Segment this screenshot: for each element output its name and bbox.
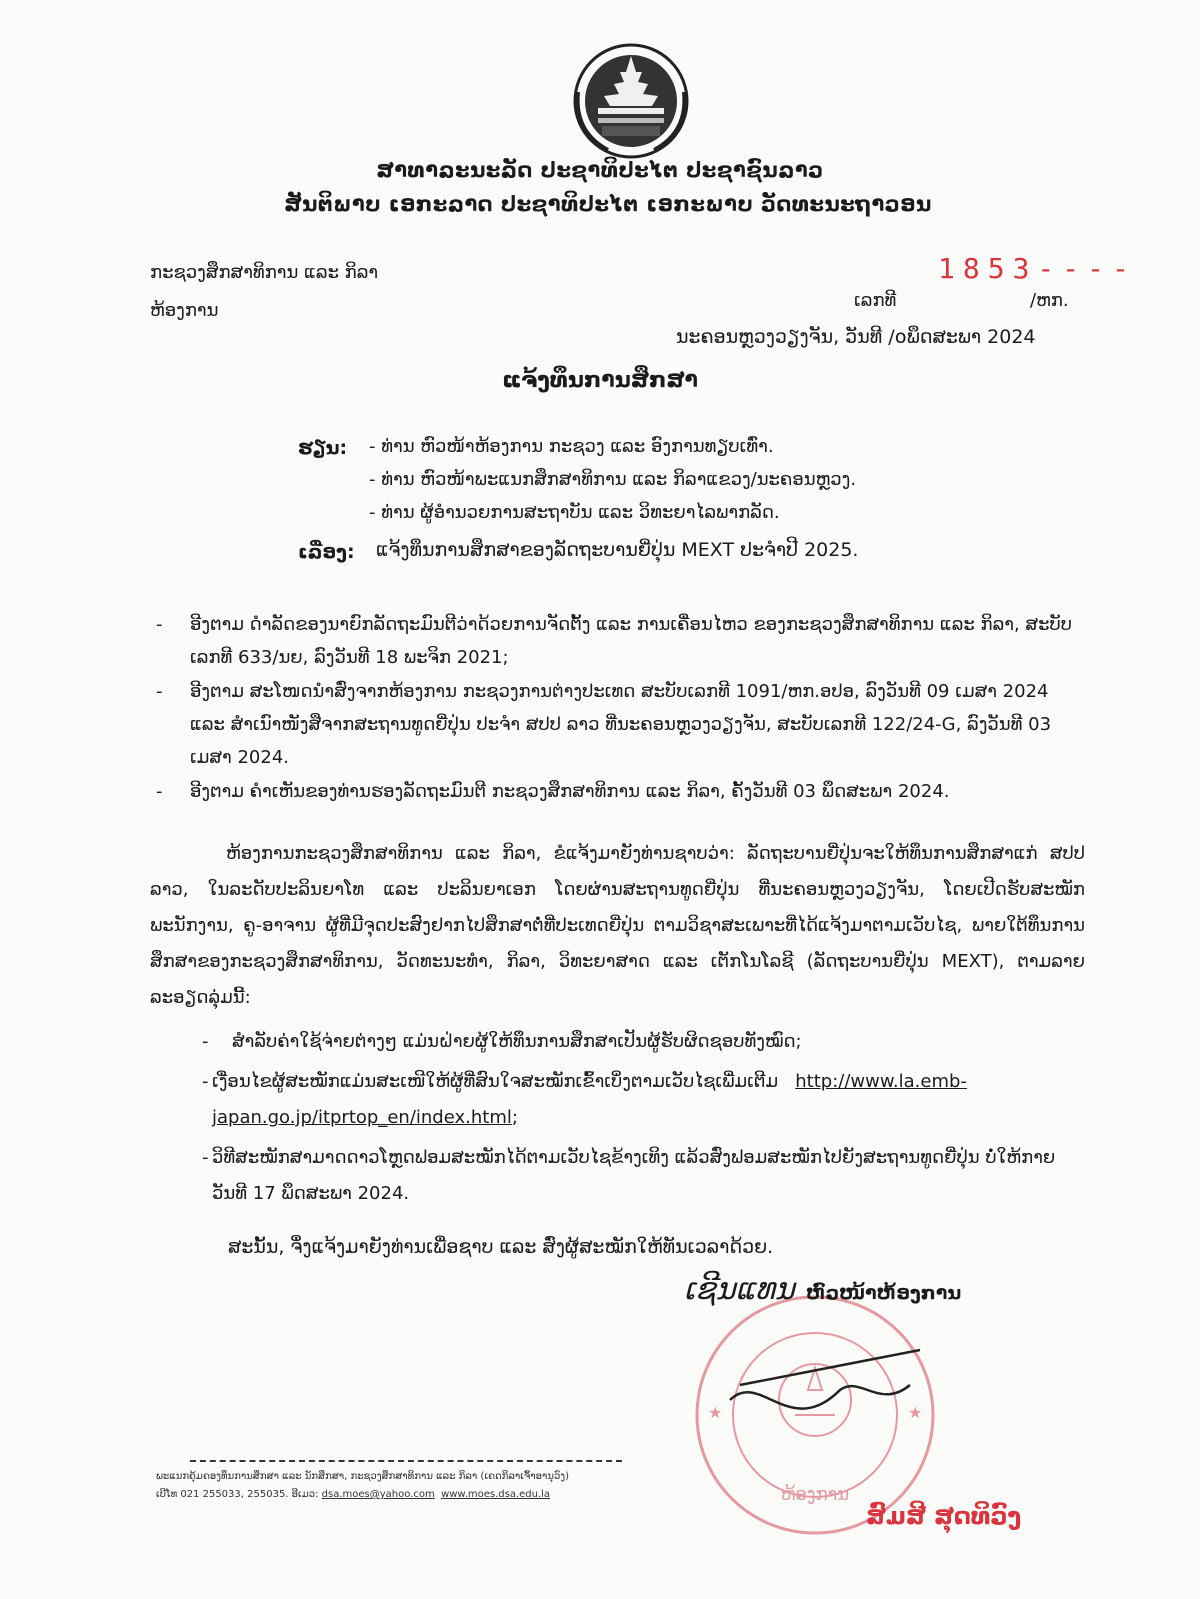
signatory-title: ຫົວໜ້າຫ້ອງການ: [806, 1282, 962, 1304]
document-title: ແຈ້ງທຶນການສຶກສາ: [502, 368, 698, 393]
svg-text:ຫ້ອງການ: ຫ້ອງການ: [780, 1484, 850, 1505]
recipients-label: ຮຽນ:: [298, 437, 348, 459]
detail-item: - ສຳລັບຄ່າໃຊ້ຈ່າຍຕ່າງໆ ແມ່ນຝ່າຍຜູ້ໃຫ້ທຶນການສຶກສາເປັນຜູ້ຮັບຜິດຊອບທັງໝົດ;: [202, 1031, 802, 1052]
footer-divider: [190, 1460, 622, 1462]
footer-office-address: ພະແນກຄຸ້ມຄອງທຶນການສຶກສາ ແລະ ນັກສຶກສາ, ກະຊວງສຶກສາທິການ ແລະ ກິລາ (ເຄດກິລາເຈົ້າອານຸວົງ): [156, 1471, 570, 1482]
reference-item: - ອີງຕາມ ດຳລັດຂອງນາຍົກລັດຖະມົນຕີວ່າດ້ວຍການຈັດຕັ້ງ ແລະ ການເຄື່ອນໄຫວ ຂອງກະຊວງສຶກສາທິການ ແລະ ກິລາ, ສະບັບເລກທີ 633/ນຍ, ລົງວັນທີ 18 ພະຈິກ 2021;: [156, 614, 1072, 668]
handwritten-on-behalf-note: ເຊີນແທນ: [684, 1272, 795, 1307]
stamped-document-number: 1853----: [938, 252, 1137, 285]
national-motto: ສັນຕິພາບ ເອກະລາດ ປະຊາທິປະໄຕ ເອກະພາບ ວັດທະນະຖາວອນ: [284, 192, 932, 216]
recipients-list: [369, 434, 856, 533]
department-name: ຫ້ອງການ: [150, 300, 219, 321]
recipient-item: - ທ່ານ ຫົວໜ້າພະແນກສຶກສາທິການ ແລະ ກິລາແຂວງ/ນະຄອນຫຼວງ.: [369, 469, 857, 490]
ministry-name: ກະຊວງສຶກສາທິການ ແລະ ກິລາ: [150, 262, 379, 283]
detail-item: - ວິທີສະໝັກສາມາດດາວໂຫຼດຟອມສະໝັກໄດ້ຕາມເວັບໄຊຂ້າງເທິງ ແລ້ວສົ່ງຟອມສະໝັກໄປຍັງສະຖານທູດຍີ່ປຸ່ນ ບໍ່ໃຫ້ກາຍ ວັນທີ 17 ພຶດສະພາ 2024.: [202, 1147, 1056, 1204]
national-emblem: [568, 42, 694, 160]
detail-item: - ເງື່ອນໄຂຜູ້ສະໝັກແມ່ນສະເໜີໃຫ້ຜູ້ທີ່ສົນໃຈສະໝັກເຂົ້າເບິ່ງຕາມເວັບໄຊເພີ່ມເຕີມ http://www.la.emb-japan.go.jp/itprtop_en/index.html;: [202, 1071, 967, 1128]
signatory-name: ສົມສີ ສຸດທິວົງ: [866, 1502, 1022, 1530]
footer-email[interactable]: dsa.moes@yahoo.com: [321, 1489, 435, 1500]
number-suffix: /ຫກ.: [1030, 290, 1069, 311]
details-list: [150, 1024, 1085, 1216]
embassy-website-link[interactable]: http://www.la.emb-japan.go.jp/itprtop_en/index.html: [212, 1071, 967, 1128]
subject-text: ແຈ້ງທຶນການສຶກສາຂອງລັດຖະບານຍີ່ປຸ່ນ MEXT ປະຈຳປີ 2025.: [376, 539, 859, 561]
republic-name: ສາທາລະນະລັດ ປະຊາທິປະໄຕ ປະຊາຊົນລາວ: [376, 158, 824, 182]
recipient-item: - ທ່ານ ຜູ້ອຳນວຍການສະຖາບັນ ແລະ ວິທະຍາໄລພາກລັດ.: [369, 502, 780, 523]
body-paragraph: ຫ້ອງການກະຊວງສຶກສາທິການ ແລະ ກິລາ, ຂໍແຈ້ງມາຍັງທ່ານຊາບວ່າ: ລັດຖະບານຍີ່ປຸ່ນຈະໃຫ້ທຶນການສຶກສາແກ່ ສປປ ລາວ, ໃນລະດັບປະລິນຍາໂທ ແລະ ປະລິນຍາເອກ ໂດຍຜ່ານສະຖານທູດຍີ່ປຸ່ນ ທີ່ນະຄອນຫຼວງວຽງຈັນ, ໂດຍເປີດຮັບສະໝັກພະນັກງານ, ຄູ-ອາຈານ ຜູ້ທີ່ມີຈຸດປະສົງຢາກໄປສຶກສາຕໍ່ທີ່ປະເທດຍີ່ປຸ່ນ ຕາມວິຊາສະເພາະທີ່ໄດ້ແຈ້ງມາຕາມເວັບໄຊ, ພາຍໃຕ້ທຶນການສຶກສາຂອງກະຊວງສຶກສາທິການ, ວັດທະນະທຳ, ກິລາ, ວິທະຍາສາດ ແລະ ເຕັກໂນໂລຊີ (ລັດຖະບານຍີ່ປຸ່ນ MEXT), ຕາມລາຍລະອຽດລຸ່ມນີ້:: [150, 843, 1085, 1008]
footer-contact: ເບີໂທ 021 255033, 255035. ອີເມວ: dsa.moes@yahoo.com www.moes.dsa.edu.la: [156, 1489, 551, 1500]
svg-text:★: ★: [708, 1403, 723, 1422]
subject-label: ເລື່ອງ:: [298, 541, 355, 563]
legal-references: [150, 608, 1085, 809]
reference-item: - ອີງຕາມ ສະໂໜດນຳສົ່ງຈາກຫ້ອງການ ກະຊວງການຕ່າງປະເທດ ສະບັບເລກທີ 1091/ຫກ.ອປອ, ລົງວັນທີ 09 ເມສາ 2024 ແລະ ສຳເນົາໜັງສືຈາກສະຖານທູດຍີ່ປຸ່ນ ປະຈຳ ສປປ ລາວ ທີ່ນະຄອນຫຼວງວຽງຈັນ, ສະບັບເລກທີ 122/24-G, ລົງວັນທີ 03 ເມສາ 2024.: [156, 681, 1052, 768]
reference-item: - ອີງຕາມ ຄຳເຫັນຂອງທ່ານຮອງລັດຖະມົນຕີ ກະຊວງສຶກສາທິການ ແລະ ກິລາ, ຄັ້ງວັນທີ 03 ພຶດສະພາ 2024.: [156, 781, 950, 802]
number-label: ເລກທີ: [854, 290, 897, 311]
place-and-date: ນະຄອນຫຼວງວຽງຈັນ, ວັນທີ /໐ພຶດສະພາ 2024: [676, 326, 1036, 348]
recipient-item: - ທ່ານ ຫົວໜ້າຫ້ອງການ ກະຊວງ ແລະ ອົງການທຽບເທົ່າ.: [369, 436, 774, 457]
closing-sentence: ສະນັ້ນ, ຈຶ່ງແຈ້ງມາຍັງທ່ານເພື່ອຊາບ ແລະ ສົ່ງຜູ້ສະໝັກໃຫ້ທັນເວລາດ້ວຍ.: [228, 1236, 774, 1258]
footer-website[interactable]: www.moes.dsa.edu.la: [441, 1489, 551, 1500]
svg-text:★: ★: [908, 1403, 923, 1422]
